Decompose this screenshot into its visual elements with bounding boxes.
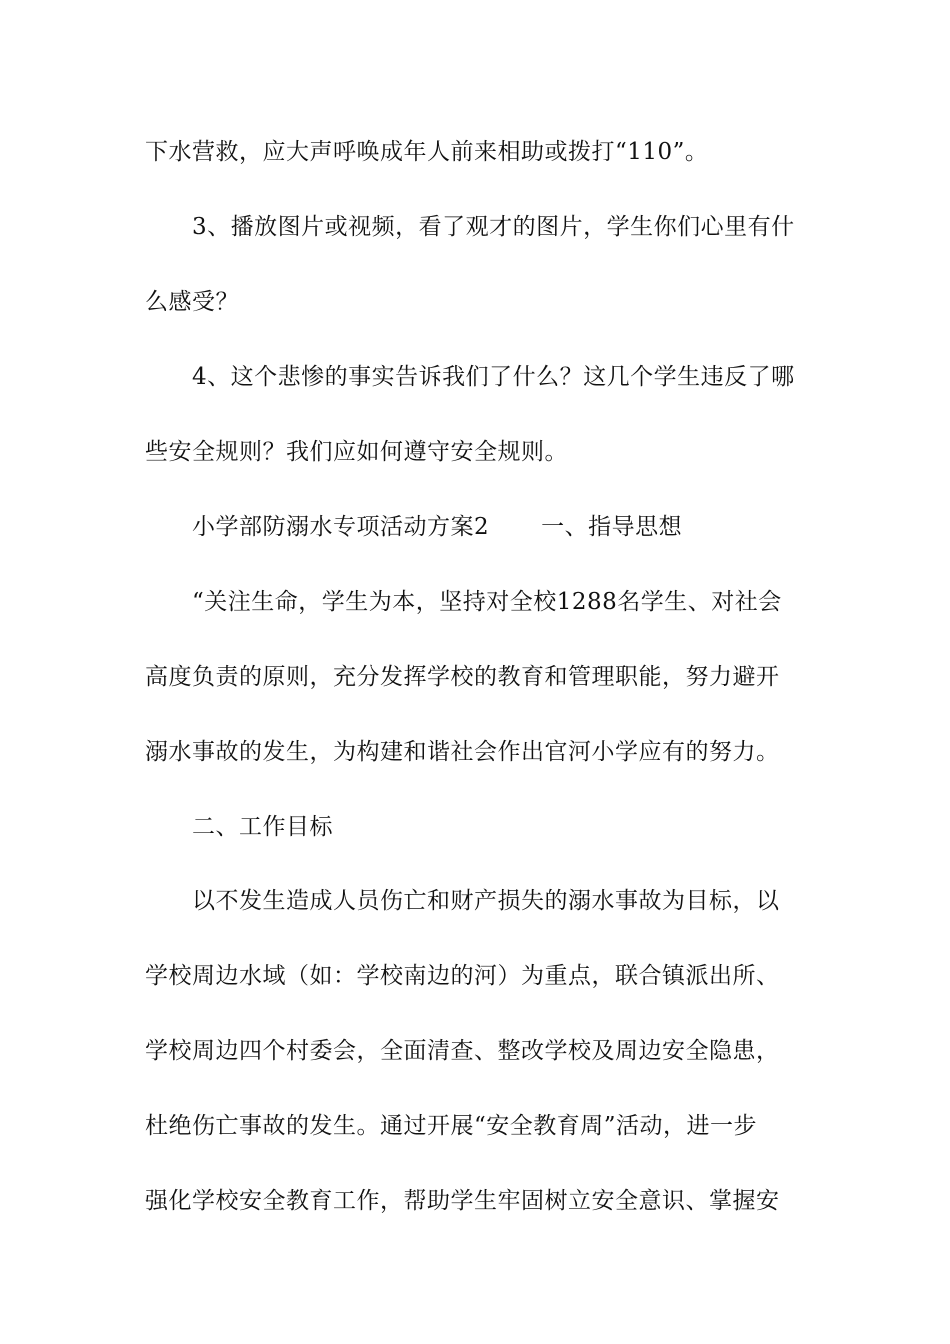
section-heading: 二、工作目标 [192,814,333,840]
text-line: 学校周边水域（如：学校南边的河）为重点，联合镇派出所、 [145,963,780,989]
plan-title: 小学部防溺水专项活动方案2 [192,514,490,540]
text-line: 么感受？ [145,289,239,315]
text-line: 高度负责的原则，充分发挥学校的教育和管理职能，努力避开 [145,664,780,690]
text-line: 以不发生造成人员伤亡和财产损失的溺水事故为目标，以 [192,888,780,914]
text-line: 下水营救，应大声呼唤成年人前来相助或拨打“110”。 [145,139,709,165]
text-line: 学校周边四个村委会，全面清查、整改学校及周边安全隐患， [145,1038,780,1064]
text-line: “关注生命，学生为本，坚持对全校1288名学生、对社会 [192,589,782,615]
section-heading-line [192,512,822,542]
text-line: 溺水事故的发生，为构建和谐社会作出官河小学应有的努力。 [145,739,780,765]
text-line: 强化学校安全教育工作，帮助学生牢固树立安全意识、掌握安 [145,1188,780,1214]
text-line: 些安全规则？我们应如何遵守安全规则。 [145,439,568,465]
text-line: 3、播放图片或视频，看了观才的图片，学生你们心里有什 [192,214,795,240]
section-heading: 一、指导思想 [541,514,683,540]
text-line: 4、这个悲惨的事实告诉我们了什么？这几个学生违反了哪 [192,364,795,390]
text-line: 杜绝伤亡事故的发生。通过开展“安全教育周”活动，进一步 [145,1113,758,1139]
